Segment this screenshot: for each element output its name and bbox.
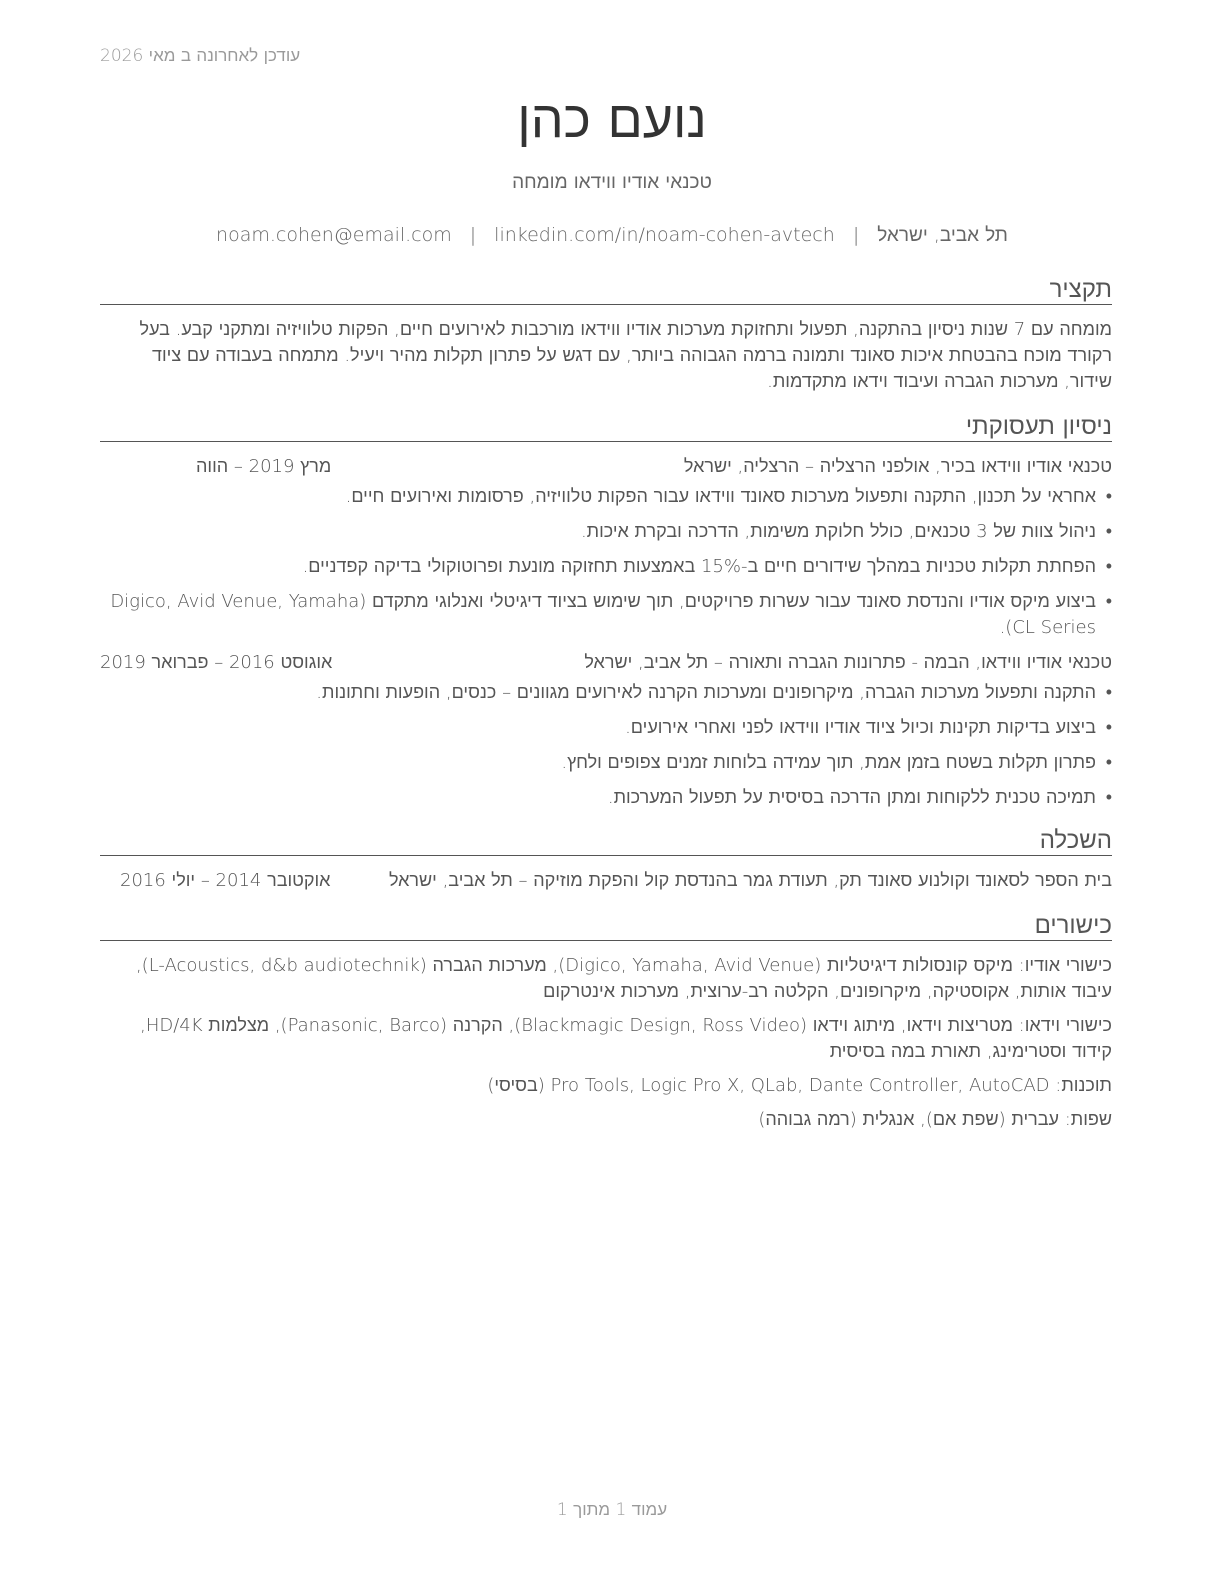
list-item: • ביצוע בדיקות תקינות וכיול ציוד אודיו ווידאו לפני ואחרי אירועים. xyxy=(100,715,1096,741)
job-title: טכנאי אודיו ווידאו מומחה xyxy=(512,171,712,193)
section-title-experience: ניסיון תעסוקתי xyxy=(100,411,1112,442)
job-role: טכנאי אודיו ווידאו בכיר, אולפני הרצליה – הרצליה, ישראל xyxy=(683,456,1112,477)
job-entry xyxy=(100,454,1112,641)
last-updated: עודכן לאחרונה ב מאי 2026 xyxy=(100,46,301,66)
education-entry xyxy=(100,868,1112,894)
job-dates: אוגוסט 2016 – פברואר 2019 xyxy=(100,652,333,673)
job-header xyxy=(100,650,1112,676)
job-role: טכנאי אודיו ווידאו, הבמה - פתרונות הגברה ותאורה – תל אביב, ישראל xyxy=(584,652,1112,673)
education-text: בית הספר לסאונד וקולנוע סאונד תק, תעודת גמר בהנדסת קול והפקת מוזיקה – תל אביב, ישראל xyxy=(388,870,1112,891)
job-entry xyxy=(100,650,1112,811)
resume-content xyxy=(100,274,1112,1141)
summary-text: מומחה עם 7 שנות ניסיון בהתקנה, תפעול ותחזוקת מערכות אודיו ווידאו מורכבות לאירועים חיים, הפקות טלוויזיה ומתקני קבע. בעל רקורד מוכח בהבטחת איכות סאונד ותמונה ברמה הגבוהה ביותר, עם דגש על פתרון תקלות מהיר ויעיל. מתמחה בעבודה עם ציוד שידור, מערכות הגברה ועיבוד וידאו מתקדמות. xyxy=(139,319,1112,392)
skill-line: שפות: עברית (שפת אם), אנגלית (רמה גבוהה) xyxy=(758,1109,1112,1130)
contact-linkedin[interactable]: linkedin.com/in/noam-cohen-avtech xyxy=(494,224,835,246)
list-item: • התקנה ותפעול מערכות הגברה, מיקרופונים ומערכות הקרנה לאירועים מגוונים – כנסים, הופעות וחתונות. xyxy=(100,680,1096,706)
list-item: • תמיכה טכנית ללקוחות ומתן הדרכה בסיסית על תפעול המערכות. xyxy=(100,785,1096,811)
job-dates: מרץ 2019 – הווה xyxy=(196,456,332,477)
section-title-summary: תקציר xyxy=(100,274,1112,305)
contact-email[interactable]: noam.cohen@email.com xyxy=(216,224,452,246)
list-item: • ביצוע מיקס אודיו והנדסת סאונד עבור עשרות פרויקטים, תוך שימוש בציוד דיגיטלי ואנלוגי מתקדם (Digico, Avid Venue, Yamaha CL Series). xyxy=(100,589,1096,641)
page-number: עמוד 1 מתוך 1 xyxy=(556,1500,668,1520)
contact-separator: | xyxy=(852,224,860,246)
skill-line: תוכנות: Pro Tools, Logic Pro X, QLab, Dante Controller, AutoCAD (בסיסי) xyxy=(487,1075,1112,1096)
list-item: • פתרון תקלות בשטח בזמן אמת, תוך עמידה בלוחות זמנים צפופים ולחץ. xyxy=(100,750,1096,776)
list-item: • ניהול צוות של 3 טכנאים, כולל חלוקת משימות, הדרכה ובקרת איכות. xyxy=(100,519,1096,545)
list-item: • אחראי על תכנון, התקנה ותפעול מערכות סאונד ווידאו עבור הפקות טלוויזיה, פרסומות ואירועים חיים. xyxy=(100,484,1096,510)
section-title-education: השכלה xyxy=(100,825,1112,856)
job-header xyxy=(100,454,1112,480)
job-bullets xyxy=(100,484,1112,641)
skill-line: כישורי וידאו: מטריצות וידאו, מיתוג וידאו (Blackmagic Design, Ross Video), הקרנה (Panasonic, Barco), מצלמות HD/4K, קידוד וסטרימינג, תאורת במה בסיסית xyxy=(140,1015,1112,1062)
skill-line: כישורי אודיו: מיקס קונסולות דיגיטליות (Digico, Yamaha, Avid Venue), מערכות הגברה (L-Acoustics, d&b audiotechnik), עיבוד אותות, אקוסטיקה, מיקרופונים, הקלטה רב-ערוצית, מערכות אינטרקום xyxy=(135,955,1112,1002)
contact-line xyxy=(0,221,1224,249)
section-title-skills: כישורים xyxy=(100,910,1112,941)
contact-separator: | xyxy=(469,224,477,246)
list-item: • הפחתת תקלות טכניות במהלך שידורים חיים ב-15% באמצעות תחזוקה מונעת ופרוטוקולי בדיקה קפדניים. xyxy=(100,554,1096,580)
job-bullets xyxy=(100,680,1112,811)
education-dates: אוקטובר 2014 – יולי 2016 xyxy=(120,870,331,891)
candidate-name: נועם כהן xyxy=(517,90,707,150)
contact-location: תל אביב, ישראל xyxy=(877,224,1008,246)
